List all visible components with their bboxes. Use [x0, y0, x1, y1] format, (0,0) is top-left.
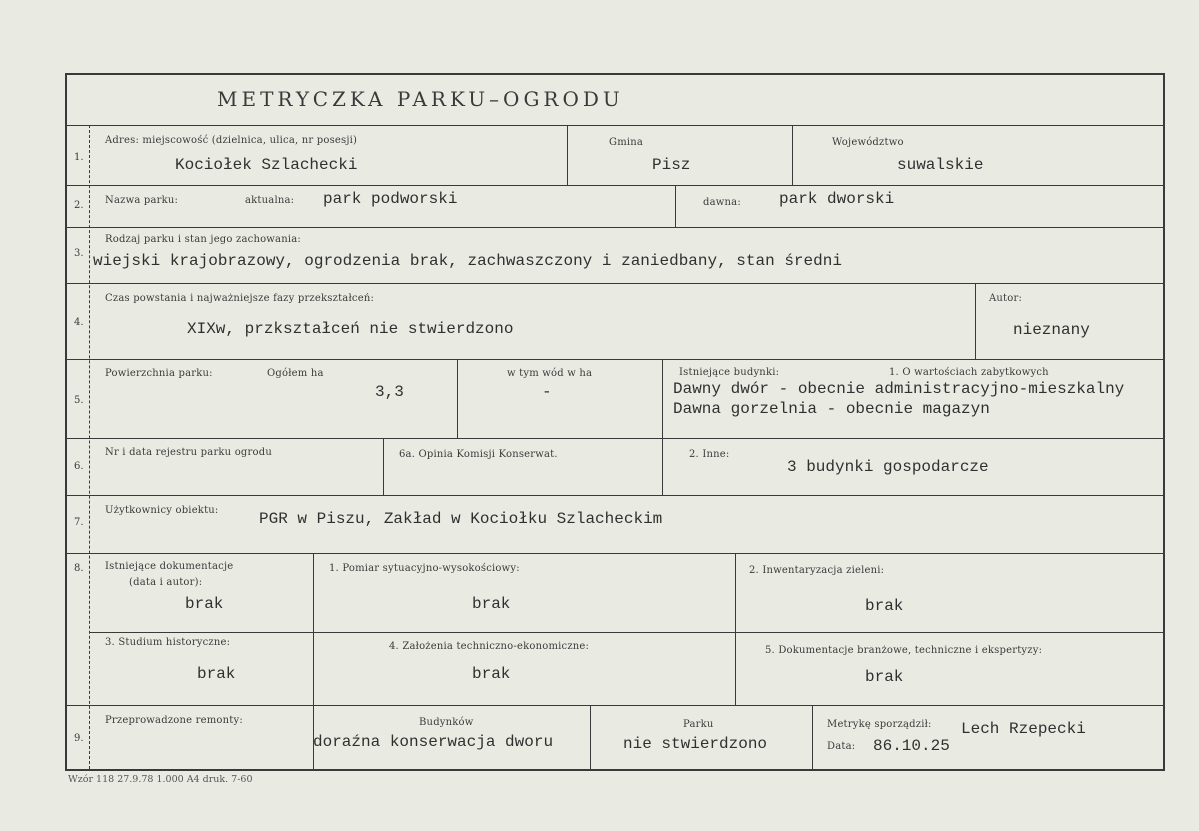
- author-value: nieznany: [1013, 321, 1090, 339]
- building-entry: Dawny dwór - obecnie administracyjno-mieszkalny: [673, 380, 1125, 398]
- divider: [735, 553, 736, 705]
- author-label: Autor:: [989, 293, 1023, 304]
- documents-value: brak: [185, 595, 224, 613]
- prepared-by-value: Lech Rzepecki: [961, 720, 1086, 738]
- row-number: 8.: [74, 563, 84, 574]
- branch-docs-value: brak: [865, 668, 904, 686]
- history-value: XIXw, przkształceń nie stwierdzono: [187, 320, 514, 338]
- monuments-label: 1. O wartościach zabytkowych: [889, 367, 1049, 378]
- park-repairs-value: nie stwierdzono: [623, 735, 768, 753]
- row-number: 5.: [74, 395, 84, 406]
- repairs-label: Przeprowadzone remonty:: [105, 715, 243, 726]
- users-value: PGR w Piszu, Zakład w Kociołku Szlacheckim: [259, 510, 663, 528]
- building-entry: Dawna gorzelnia - obecnie magazyn: [673, 400, 990, 418]
- divider: [590, 705, 591, 769]
- other-buildings-value: 3 budynki gospodarcze: [787, 458, 989, 476]
- other-buildings-label: 2. Inne:: [689, 449, 730, 460]
- divider: [67, 438, 1163, 439]
- divider: [67, 553, 1163, 554]
- divider: [89, 632, 1163, 633]
- history-label: Czas powstania i najważniejsze fazy przekształceń:: [105, 293, 375, 304]
- form-title: METRYCZKA PARKU–OGRODU: [217, 87, 624, 111]
- print-mark: Wzór 118 27.9.78 1.000 A4 druk. 7-60: [68, 774, 253, 785]
- divider: [457, 359, 458, 438]
- divider: [67, 227, 1163, 228]
- opinion-label: 6a. Opinia Komisji Konserwat.: [399, 449, 558, 460]
- divider: [675, 185, 676, 227]
- address-value: Kociołek Szlachecki: [175, 156, 358, 174]
- divider: [67, 705, 1163, 706]
- register-label: Nr i data rejestru parku ogrodu: [105, 447, 272, 458]
- current-name-value: park podworski: [323, 190, 458, 208]
- divider: [792, 125, 793, 185]
- row-number: 6.: [74, 461, 84, 472]
- divider: [67, 185, 1163, 186]
- prepared-by-label: Metrykę sporządził:: [827, 719, 932, 730]
- voivodeship-label: Województwo: [832, 137, 904, 148]
- date-value: 86.10.25: [873, 737, 950, 755]
- divider: [67, 283, 1163, 284]
- voivodeship-value: suwalskie: [897, 156, 984, 174]
- documents-label: Istniejące dokumentacje: [105, 561, 234, 572]
- inventory-value: brak: [865, 597, 904, 615]
- row-number: 7.: [74, 517, 84, 528]
- number-column-line: [89, 125, 90, 769]
- area-label: Powierzchnia parku:: [105, 368, 213, 379]
- former-name-value: park dworski: [779, 190, 895, 208]
- study-label: 3. Studium historyczne:: [105, 637, 231, 648]
- water-area-value: -: [542, 383, 552, 401]
- former-name-label: dawna:: [703, 197, 741, 208]
- divider: [662, 359, 663, 495]
- row-number: 2.: [74, 200, 84, 211]
- divider: [67, 495, 1163, 496]
- total-area-label: Ogółem ha: [267, 368, 324, 379]
- row-number: 9.: [74, 733, 84, 744]
- gmina-value: Pisz: [652, 156, 691, 174]
- building-repairs-value: doraźna konserwacja dworu: [313, 733, 554, 751]
- divider: [567, 125, 568, 185]
- users-label: Użytkownicy obiektu:: [105, 505, 219, 516]
- park-type-value: wiejski krajobrazowy, ogrodzenia brak, zachwaszczony i zaniedbany, stan średni: [93, 252, 842, 270]
- building-repairs-label: Budynków: [419, 717, 474, 728]
- form-frame: [65, 73, 1165, 771]
- row-number: 1.: [74, 152, 84, 163]
- assumptions-value: brak: [472, 665, 511, 683]
- date-label: Data:: [827, 741, 856, 752]
- row-number: 3.: [74, 248, 84, 259]
- assumptions-label: 4. Założenia techniczno-ekonomiczne:: [389, 641, 590, 652]
- divider: [975, 283, 976, 359]
- survey-value: brak: [472, 595, 511, 613]
- study-value: brak: [197, 665, 236, 683]
- branch-docs-label: 5. Dokumentacje branżowe, techniczne i ekspertyzy:: [765, 645, 1043, 656]
- divider: [812, 705, 813, 769]
- park-name-label: Nazwa parku:: [105, 195, 179, 206]
- park-type-label: Rodzaj parku i stan jego zachowania:: [105, 234, 301, 245]
- survey-label: 1. Pomiar sytuacyjno-wysokościowy:: [329, 563, 520, 574]
- address-label: Adres: miejscowość (dzielnica, ulica, nr posesji): [105, 135, 358, 146]
- current-name-label: aktualna:: [245, 195, 295, 206]
- documents-label: (data i autor):: [129, 577, 203, 588]
- gmina-label: Gmina: [609, 137, 644, 148]
- divider: [383, 438, 384, 495]
- total-area-value: 3,3: [375, 383, 404, 401]
- inventory-label: 2. Inwentaryzacja zieleni:: [749, 565, 885, 576]
- divider: [67, 359, 1163, 360]
- park-repairs-label: Parku: [683, 719, 714, 730]
- water-area-label: w tym wód w ha: [507, 368, 593, 379]
- divider: [313, 553, 314, 705]
- buildings-label: Istniejące budynki:: [679, 367, 780, 378]
- row-number: 4.: [74, 317, 84, 328]
- divider: [67, 125, 1163, 126]
